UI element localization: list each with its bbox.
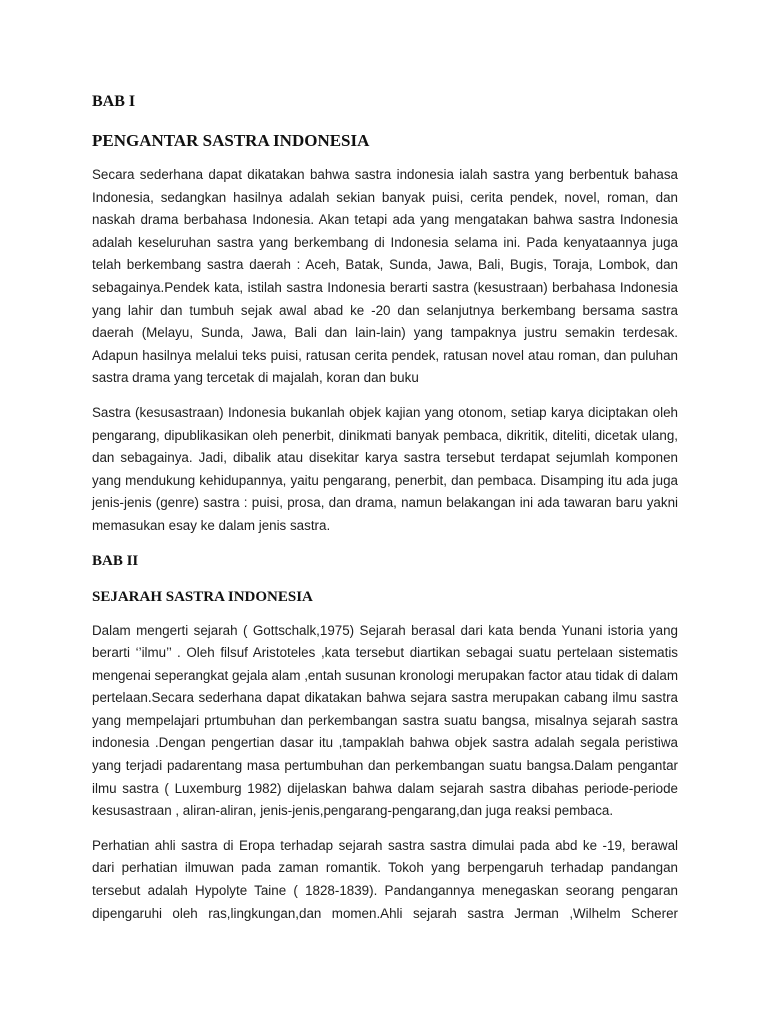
chapter-1-title: PENGANTAR SASTRA INDONESIA [92, 131, 370, 150]
document-page [92, 90, 678, 937]
chapter-1-label: BAB I [92, 93, 136, 110]
chapter-2-paragraph-1: Dalam mengerti sejarah ( Gottschalk,1975) Sejarah berasal dari kata benda Yunani istoria yang berarti ‘’ilmu’’ . Oleh filsuf Aristoteles ,kata tersebut diartikan sebagai suatu pertelaan sistematis mengenai seperangkat gejala alam ,entah susunan kronologi merupakan factor atau tidak di dalam pertelaan.Secara sederhana dapat dikatakan bahwa sejara sastra merupakan cabang ilmu sastra yang mempelajari prtumbuhan dan perkembangan sastra suatu bangsa, misalnya sejarah sastra indonesia .Dengan pengertian dasar itu ,tampaklah bahwa objek sastra adalah segala peristiwa yang terjadi padarentang masa pertumbuhan dan perkembangan suatu bangsa.Dalam pengantar ilmu sastra ( Luxemburg 1982) dijelaskan bahwa dalam sejarah sastra dibahas periode-periode kesusastraan , aliran-aliran, jenis-jenis,pengarang-pengarang,dan juga reaksi pembaca. [92, 622, 678, 819]
chapter-2-label: BAB II [92, 552, 139, 569]
chapter-1-paragraph-2: Sastra (kesusastraan) Indonesia bukanlah objek kajian yang otonom, setiap karya diciptakan oleh pengarang, dipublikasikan oleh penerbit, dinikmati banyak pembaca, dikritik, diteliti, dicetak ulang, dan sebagainya. Jadi, dibalik atau disekitar karya sastra tersebut terdapat sejumlah komponen yang mendukung kehidupannya, yaitu pengarang, penerbit, dan pembaca. Disamping itu ada juga jenis-jenis (genre) sastra : puisi, prosa, dan drama, namun belakangan ini ada tawaran baru yakni memasukan esay ke dalam jenis sastra. [92, 404, 678, 533]
chapter-2-title: SEJARAH SASTRA INDONESIA [92, 588, 313, 605]
chapter-2-paragraph-2: Perhatian ahli sastra di Eropa terhadap sejarah sastra sastra dimulai pada abd ke -19, berawal dari perhatian ilmuwan pada zaman romantik. Tokoh yang berpengaruh terhadap pandangan tersebut adalah Hypolyte Taine ( 1828-1839). Pandangannya menegaskan seorang pengaran dipengaruhi oleh ras,lingkungan,dan momen.Ahli sejarah sastra Jerman ,Wilhelm Scherer [92, 837, 678, 921]
chapter-1-paragraph-1: Secara sederhana dapat dikatakan bahwa sastra indonesia ialah sastra yang berbentuk bahasa Indonesia, sedangkan hasilnya adalah sekian banyak puisi, cerita pendek, novel, roman, dan naskah drama berbahasa Indonesia. Akan tetapi ada yang mengatakan bahwa sastra Indonesia adalah keseluruhan sastra yang berkembang di Indonesia selama ini. Pada kenyataannya juga telah berkembang sastra daerah : Aceh, Batak, Sunda, Jawa, Bali, Bugis, Toraja, Lombok, dan sebagainya.Pendek kata, istilah sastra Indonesia berarti sastra (kesustraan) berbahasa Indonesia yang lahir dan tumbuh sejak awal abad ke -20 dan selanjutnya berkembang bersama sastra daerah (Melayu, Sunda, Jawa, Bali dan lain-lain) yang tampaknya justru semakin terdesak. Adapun hasilnya melalui teks puisi, ratusan cerita pendek, ratusan novel atau roman, dan puluhan sastra drama yang tercetak di majalah, koran dan buku [92, 167, 678, 386]
